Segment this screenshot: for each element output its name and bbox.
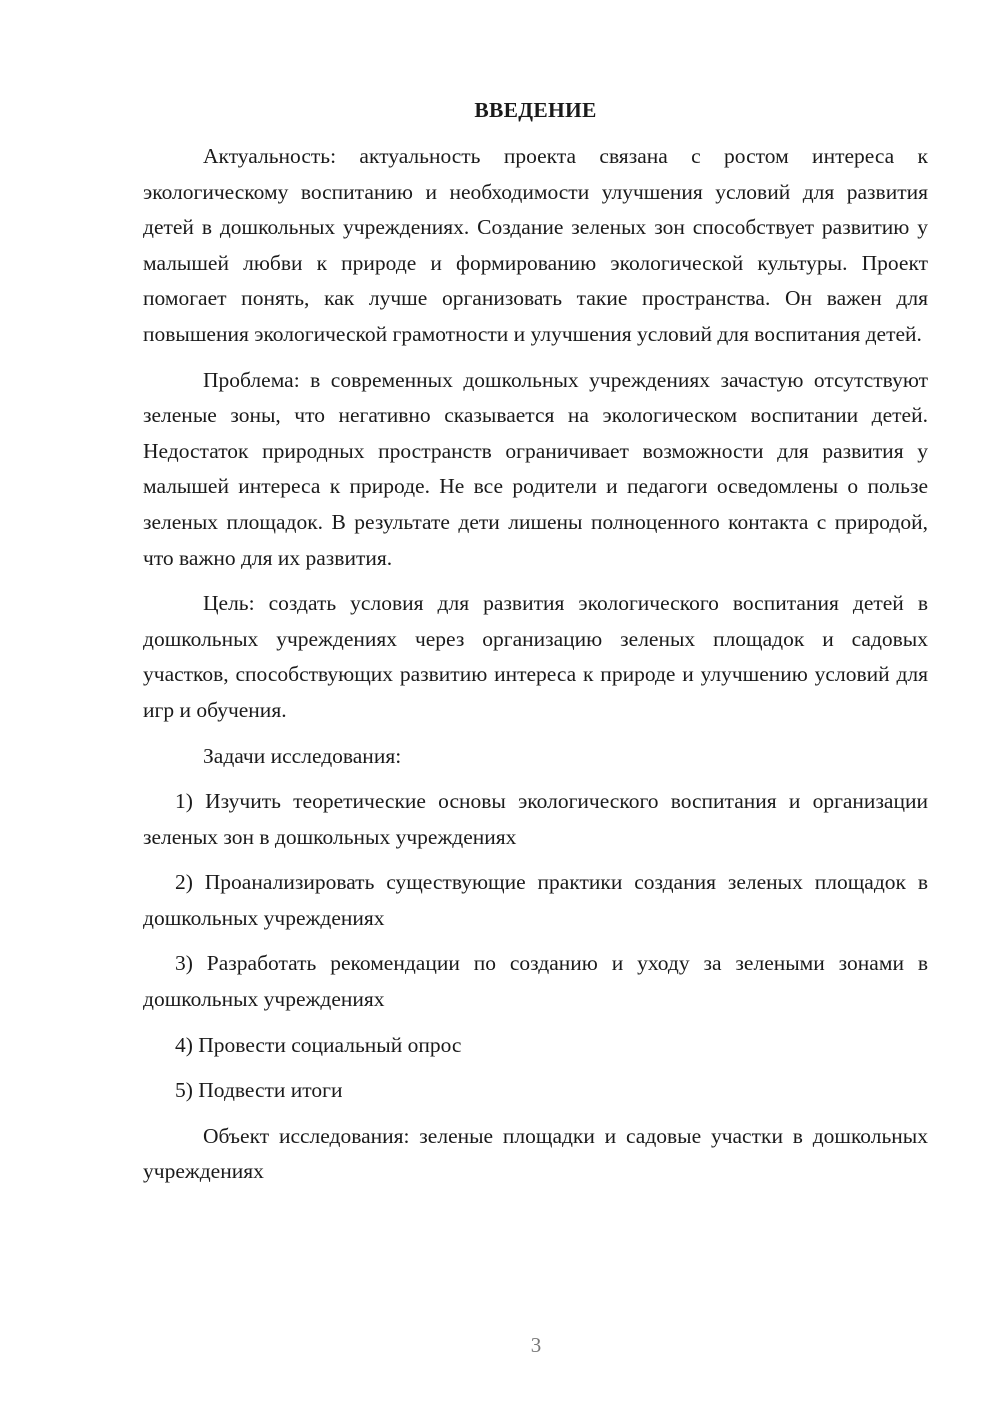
task-item-3: 3) Разработать рекомендации по созданию и уходу за зелеными зонами в дошкольных учреждениях xyxy=(143,951,928,1012)
task-item-4: 4) Провести социальный опрос xyxy=(175,1032,462,1057)
section-title: ВВЕДЕНИЕ xyxy=(474,98,597,122)
tasks-heading: Задачи исследования: xyxy=(203,743,402,768)
task-item-2: 2) Проанализировать существующие практики создания зеленых площадок в дошкольных учреждениях xyxy=(143,870,928,930)
tasks-list xyxy=(143,784,928,1109)
page-number: 3 xyxy=(530,1333,542,1357)
paragraph-relevance: Актуальность: актуальность проекта связана с ростом интереса к экологическому воспитанию и необходимости улучшения условий для развития детей в дошкольных учреждениях. Создание зеленых зон способствует развитию у малышей любви к природе и формированию экологической культуры. Проект помогает понять, как лучше организовать такие пространства. Он важен для повышения экологической грамотности и улучшения условий для воспитания детей. xyxy=(143,144,928,346)
paragraph-problem: Проблема: в современных дошкольных учреждениях зачастую отсутствуют зеленые зоны, что негативно сказывается на экологическом воспитании детей. Недостаток природных пространств ограничивает возможности для развития у малышей интереса к природе. Не все родители и педагоги осведомлены о пользе зеленых площадок. В результате дети лишены полноценного контакта с природой, что важно для их развития. xyxy=(143,367,928,570)
task-item-5: 5) Подвести итоги xyxy=(175,1078,343,1103)
task-item-1: 1) Изучить теоретические основы экологического воспитания и организации зеленых зон в дошкольных учреждениях xyxy=(143,789,928,849)
paragraph-object: Объект исследования: зеленые площадки и садовые участки в дошкольных учреждениях xyxy=(143,1123,928,1184)
paragraph-goal: Цель: создать условия для развития экологического воспитания детей в дошкольных учреждениях через организацию зеленых площадок и садовых участков, способствующих развитию интереса к природе и улучшению условий для игр и обучения. xyxy=(143,591,928,722)
page-content xyxy=(143,95,928,1190)
